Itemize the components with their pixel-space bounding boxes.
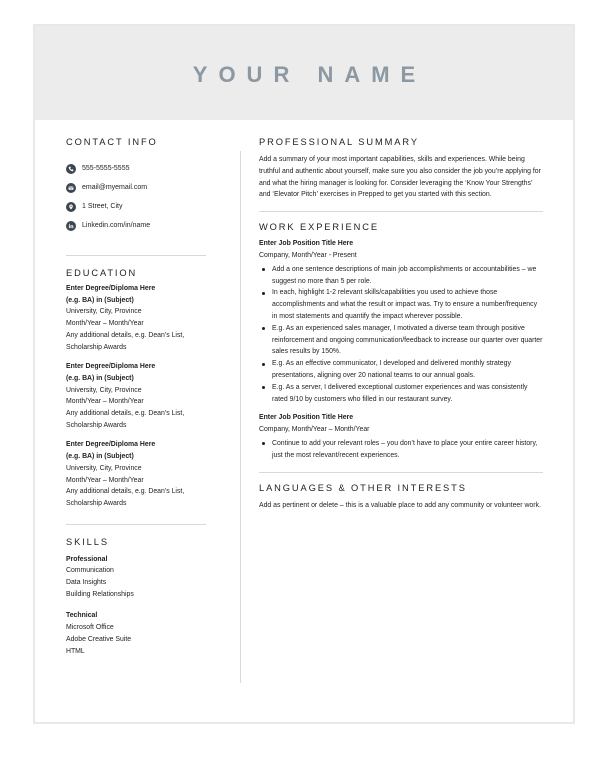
skills-section-title: SKILLS bbox=[66, 536, 109, 547]
job-meta: Company, Month/Year – Month/Year bbox=[259, 426, 370, 434]
education-entry bbox=[66, 361, 226, 431]
right-column bbox=[259, 137, 543, 511]
education-section-title: EDUCATION bbox=[66, 268, 138, 278]
edu-dates: Month/Year – Month/Year bbox=[66, 320, 144, 328]
contact-divider bbox=[66, 255, 206, 256]
column-divider bbox=[240, 151, 241, 683]
edu-school: University, City, Province bbox=[66, 308, 142, 316]
edu-subject: (e.g. BA) in (Subject) bbox=[66, 296, 134, 304]
skill-item: Communication bbox=[66, 567, 114, 575]
job-bullet: E.g. As a server, I delivered exceptional customer experiences and was consistently rated 9/10 by customers who filled in our restaurant survey. bbox=[259, 382, 543, 406]
languages-section-title: LANGUAGES & OTHER INTERESTS bbox=[259, 482, 467, 493]
left-column bbox=[66, 137, 226, 657]
job-bullets bbox=[259, 264, 543, 406]
linkedin-icon bbox=[66, 221, 76, 231]
job-entry bbox=[259, 238, 543, 405]
summary-section-title: PROFESSIONAL SUMMARY bbox=[259, 137, 419, 147]
languages-text: Add as pertinent or delete – this is a valuable place to add any community or volunteer work. bbox=[259, 501, 541, 509]
skills-technical-heading: Technical bbox=[66, 612, 98, 620]
edu-details: Scholarship Awards bbox=[66, 421, 127, 429]
edu-subject: (e.g. BA) in (Subject) bbox=[66, 453, 134, 461]
contact-email-text: email@myemail.com bbox=[82, 184, 148, 191]
job-entry bbox=[259, 412, 543, 461]
edu-dates: Month/Year – Month/Year bbox=[66, 476, 144, 484]
edu-school: University, City, Province bbox=[66, 386, 142, 394]
contact-location bbox=[66, 197, 226, 216]
edu-details: Any additional details, e.g. Dean’s List, bbox=[66, 488, 185, 496]
job-bullet: E.g. As an effective communicator, I developed and delivered monthly strategy presentations, aligning over 20 national teams to our annual goals. bbox=[259, 358, 543, 382]
summary-text: Add a summary of your most important capabilities, skills and experiences. While being truthful and authentic about yourself, make sure you also consider the job you’re applying for and what the hiring manager is looking for. Consider leveraging the ‘Know Your Strengths’ and ‘Elevator Pitch’ exercises in Prepped to get you started with this section. bbox=[259, 156, 541, 199]
education-divider bbox=[66, 524, 206, 525]
header-name: YOUR NAME bbox=[192, 62, 427, 87]
contact-list bbox=[66, 159, 226, 235]
resume-header bbox=[35, 26, 573, 120]
job-position: Enter Job Position Title Here bbox=[259, 240, 354, 248]
skill-item: HTML bbox=[66, 647, 85, 655]
edu-details: Any additional details, e.g. Dean’s List, bbox=[66, 331, 185, 339]
skill-item: Adobe Creative Suite bbox=[66, 635, 132, 643]
edu-school: University, City, Province bbox=[66, 464, 142, 472]
phone-icon bbox=[66, 164, 76, 174]
contact-linkedin-text: Linkedin.com/in/name bbox=[82, 222, 151, 229]
location-icon bbox=[66, 202, 76, 212]
summary-divider bbox=[259, 211, 543, 212]
job-bullet: Add a one sentence descriptions of main job accomplishments or accountabilities – we suggest no more than 5 per role. bbox=[259, 264, 543, 288]
skill-item: Data Insights bbox=[66, 579, 107, 587]
work-divider bbox=[259, 472, 543, 473]
education-entry bbox=[66, 439, 226, 509]
skills-technical bbox=[66, 610, 226, 657]
education-entry bbox=[66, 283, 226, 353]
contact-linkedin bbox=[66, 216, 226, 235]
edu-degree: Enter Degree/Diploma Here bbox=[66, 441, 156, 449]
job-bullet: Continue to add your relevant roles – you don’t have to place your entire career history, just the most relevant/recent experiences. bbox=[259, 438, 543, 462]
edu-degree: Enter Degree/Diploma Here bbox=[66, 363, 156, 371]
job-bullets bbox=[259, 438, 543, 462]
edu-subject: (e.g. BA) in (Subject) bbox=[66, 374, 134, 382]
resume-page bbox=[33, 24, 575, 724]
edu-dates: Month/Year – Month/Year bbox=[66, 398, 144, 406]
work-section-title: WORK EXPERIENCE bbox=[259, 222, 379, 233]
contact-location-text: 1 Street, City bbox=[82, 203, 123, 210]
edu-details: Any additional details, e.g. Dean’s List, bbox=[66, 410, 185, 418]
edu-details: Scholarship Awards bbox=[66, 343, 127, 351]
job-bullet: E.g. As an experienced sales manager, I motivated a diverse team through positive reinforcement and ongoing communication/feedback to increase our quarter over quarter sales results by 150%. bbox=[259, 323, 543, 358]
job-meta: Company, Month/Year - Present bbox=[259, 251, 357, 259]
job-position: Enter Job Position Title Here bbox=[259, 414, 354, 422]
contact-phone bbox=[66, 159, 226, 178]
skill-item: Microsoft Office bbox=[66, 624, 114, 632]
job-bullet: In each, highlight 1-2 relevant skills/capabilities you used to achieve those accomplishments and what the result or impact was. Try to ensure a number/frequency in most statements and quantify the impact wherever possible. bbox=[259, 287, 543, 322]
edu-details: Scholarship Awards bbox=[66, 499, 127, 507]
contact-email bbox=[66, 178, 226, 197]
skills-professional bbox=[66, 554, 226, 601]
contact-phone-text: 555-5555-5555 bbox=[82, 165, 130, 172]
skill-item: Building Relationships bbox=[66, 590, 134, 598]
edu-degree: Enter Degree/Diploma Here bbox=[66, 285, 156, 292]
email-icon bbox=[66, 183, 76, 193]
skills-professional-heading: Professional bbox=[66, 555, 108, 563]
contact-section-title: CONTACT INFO bbox=[66, 137, 158, 147]
